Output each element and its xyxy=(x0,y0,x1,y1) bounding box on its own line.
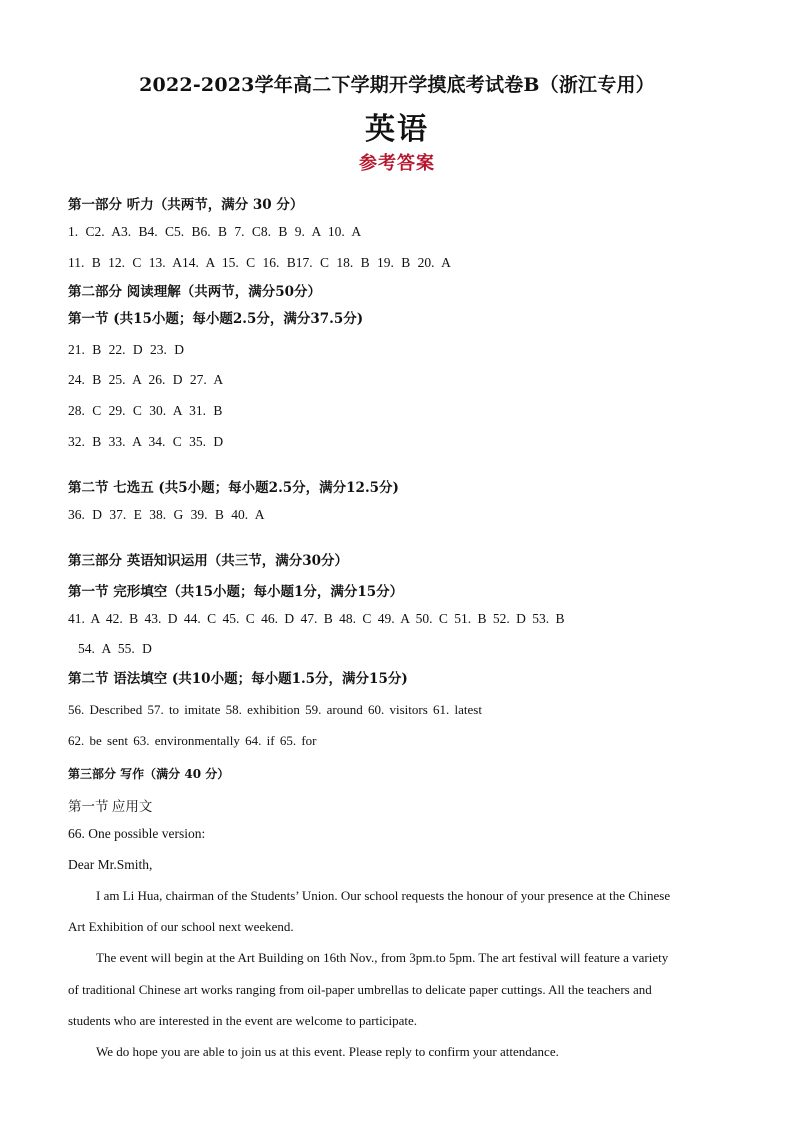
part2-heading: 第二部分 阅读理解（共两节，满分50分） xyxy=(68,284,321,300)
part2-section2-heading: 第二节 七选五 (共5小题；每小题2.5分，满分12.5分) xyxy=(68,480,399,496)
letter-paragraph-line: The event will begin at the Art Building on 16th Nov., from 3pm.to 5pm. The art festival will feature a variety xyxy=(96,950,669,965)
grammar-answers-line2: 62. be sent 63. environmentally 64. if 65. for xyxy=(68,733,317,748)
letter-salutation: Dear Mr.Smith, xyxy=(68,857,153,872)
letter-paragraph-line: students who are interested in the event are welcome to participate. xyxy=(68,1013,418,1028)
writing-heading: 第三部分 写作（满分 40 分） xyxy=(68,767,230,781)
answer-key-label: 参考答案 xyxy=(359,153,435,174)
letter-paragraph-line: We do hope you are able to join us at this event. Please reply to confirm your attendance. xyxy=(96,1044,559,1059)
cloze-answers-line1: 41. A 42. B 43. D 44. C 45. C 46. D 47. B 48. C 49. A 50. C 51. B 52. D 53. B xyxy=(68,611,565,626)
letter-paragraph-line: I am Li Hua, chairman of the Students’ Union. Our school requests the honour of your presence at the Chinese xyxy=(96,888,671,903)
part1-answers-line2: 11. B 12. C 13. A14. A 15. C 16. B17. C 18. B 19. B 20. A xyxy=(68,255,451,270)
letter-paragraph-line: of traditional Chinese art works ranging from oil-paper umbrellas to delicate paper cuttings. All the teachers and xyxy=(68,982,652,997)
reading-answers-row: 32. B 33. A 34. C 35. D xyxy=(68,434,224,449)
grammar-answers-line1: 56. Described 57. to imitate 58. exhibition 59. around 60. visitors 61. latest xyxy=(68,702,482,717)
question-66-label: 66. One possible version: xyxy=(68,826,206,841)
part3-section1-heading: 第一节 完形填空（共15小题；每小题1分，满分15分） xyxy=(68,584,404,600)
reading-answers-row: 28. C 29. C 30. A 31. B xyxy=(68,403,223,418)
exam-title: 2022-2023学年高二下学期开学摸底考试卷B（浙江专用） xyxy=(139,74,655,96)
part3-heading: 第三部分 英语知识运用（共三节，满分30分） xyxy=(68,553,348,569)
subject-title: 英语 xyxy=(365,112,429,147)
reading-answers-row: 24. B 25. A 26. D 27. A xyxy=(68,372,224,387)
writing-section1-label: 第一节 应用文 xyxy=(68,799,153,814)
part2-section1-heading: 第一节 (共15小题；每小题2.5分，满分37.5分) xyxy=(68,311,364,327)
letter-paragraph-line: Art Exhibition of our school next weekend. xyxy=(68,919,294,934)
cloze-answers-line2: 54. A 55. D xyxy=(78,641,152,656)
part3-section2-heading: 第二节 语法填空 (共10小题；每小题1.5分，满分15分) xyxy=(68,671,408,687)
seven-choose-five-answers: 36. D 37. E 38. G 39. B 40. A xyxy=(68,507,265,522)
part1-answers-line1: 1. C2. A3. B4. C5. B6. B 7. C8. B 9. A 10. A xyxy=(68,224,362,239)
part1-heading: 第一部分 听力（共两节，满分 30 分） xyxy=(68,197,304,213)
reading-answers-row: 21. B 22. D 23. D xyxy=(68,342,185,357)
